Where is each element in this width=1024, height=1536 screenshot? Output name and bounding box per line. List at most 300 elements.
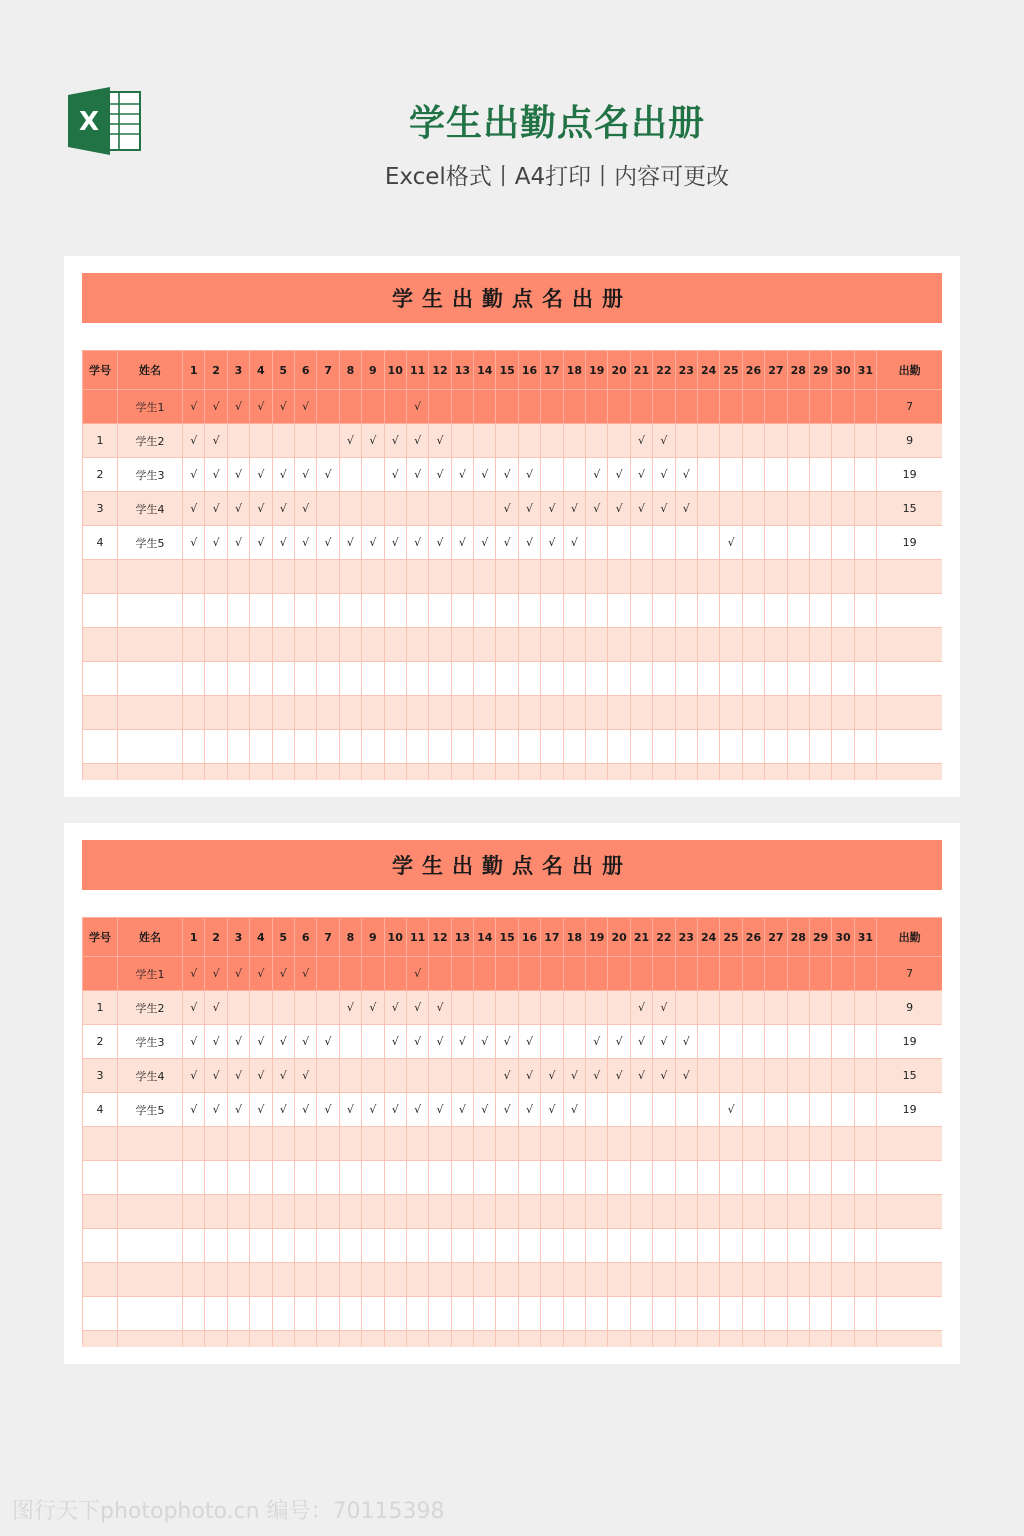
attendance-cell[interactable]: √ (496, 1025, 518, 1059)
empty-cell[interactable] (474, 1161, 496, 1195)
attendance-cell[interactable]: √ (429, 424, 451, 458)
header-day[interactable]: 22 (653, 351, 675, 390)
empty-cell[interactable] (832, 560, 854, 594)
attendance-cell[interactable]: √ (272, 390, 294, 424)
empty-cell[interactable] (118, 662, 183, 696)
empty-cell[interactable] (362, 1161, 384, 1195)
attendance-cell[interactable] (854, 390, 876, 424)
empty-cell[interactable] (697, 1229, 719, 1263)
empty-cell[interactable] (765, 764, 787, 781)
empty-cell[interactable] (250, 662, 272, 696)
empty-cell[interactable] (563, 628, 585, 662)
attendance-cell[interactable]: √ (294, 492, 316, 526)
empty-cell[interactable] (429, 1161, 451, 1195)
empty-cell[interactable] (541, 1297, 563, 1331)
empty-cell[interactable] (317, 1161, 339, 1195)
empty-cell[interactable] (272, 730, 294, 764)
empty-cell[interactable] (362, 628, 384, 662)
attendance-cell[interactable] (765, 991, 787, 1025)
empty-cell[interactable] (429, 764, 451, 781)
attendance-cell[interactable] (474, 957, 496, 991)
student-name-cell[interactable]: 学生3 (118, 458, 183, 492)
empty-cell[interactable] (183, 1263, 205, 1297)
attendance-cell[interactable]: √ (183, 1093, 205, 1127)
empty-cell[interactable] (518, 628, 540, 662)
empty-cell[interactable] (406, 730, 428, 764)
attendance-total-cell[interactable]: 7 (877, 957, 942, 991)
attendance-cell[interactable] (653, 390, 675, 424)
empty-cell[interactable] (362, 730, 384, 764)
empty-cell[interactable] (653, 1127, 675, 1161)
attendance-cell[interactable] (742, 991, 764, 1025)
attendance-cell[interactable] (697, 957, 719, 991)
empty-cell[interactable] (496, 560, 518, 594)
header-day[interactable]: 7 (317, 918, 339, 957)
empty-cell[interactable] (877, 1161, 942, 1195)
empty-cell[interactable] (250, 1161, 272, 1195)
empty-cell[interactable] (406, 662, 428, 696)
empty-cell[interactable] (339, 1263, 361, 1297)
attendance-cell[interactable] (272, 991, 294, 1025)
header-id[interactable]: 学号 (83, 351, 118, 390)
empty-cell[interactable] (406, 1297, 428, 1331)
attendance-cell[interactable] (518, 390, 540, 424)
empty-cell[interactable] (429, 696, 451, 730)
empty-cell[interactable] (406, 1331, 428, 1348)
header-day[interactable]: 25 (720, 918, 742, 957)
header-day[interactable]: 26 (742, 351, 764, 390)
attendance-cell[interactable]: √ (608, 1059, 630, 1093)
empty-cell[interactable] (854, 1229, 876, 1263)
empty-cell[interactable] (854, 662, 876, 696)
empty-cell[interactable] (362, 662, 384, 696)
attendance-cell[interactable] (765, 526, 787, 560)
attendance-cell[interactable]: √ (518, 1059, 540, 1093)
attendance-cell[interactable] (809, 957, 831, 991)
empty-cell[interactable] (809, 1263, 831, 1297)
attendance-cell[interactable]: √ (205, 526, 227, 560)
empty-cell[interactable] (317, 696, 339, 730)
empty-cell[interactable] (317, 730, 339, 764)
attendance-cell[interactable]: √ (272, 492, 294, 526)
empty-cell[interactable] (83, 1263, 118, 1297)
empty-cell[interactable] (205, 1263, 227, 1297)
empty-cell[interactable] (608, 730, 630, 764)
attendance-cell[interactable]: √ (653, 458, 675, 492)
empty-cell[interactable] (586, 1229, 608, 1263)
header-id[interactable]: 学号 (83, 918, 118, 957)
attendance-total-cell[interactable]: 7 (877, 390, 942, 424)
attendance-cell[interactable]: √ (653, 1059, 675, 1093)
attendance-cell[interactable]: √ (294, 390, 316, 424)
attendance-cell[interactable] (586, 424, 608, 458)
attendance-cell[interactable] (630, 957, 652, 991)
empty-cell[interactable] (272, 1161, 294, 1195)
attendance-cell[interactable]: √ (474, 526, 496, 560)
empty-cell[interactable] (183, 594, 205, 628)
attendance-cell[interactable] (339, 1059, 361, 1093)
attendance-cell[interactable]: √ (205, 1025, 227, 1059)
empty-cell[interactable] (339, 1161, 361, 1195)
empty-cell[interactable] (809, 1161, 831, 1195)
empty-cell[interactable] (854, 560, 876, 594)
empty-cell[interactable] (586, 730, 608, 764)
attendance-cell[interactable]: √ (608, 492, 630, 526)
header-day[interactable]: 3 (227, 918, 249, 957)
empty-cell[interactable] (406, 1263, 428, 1297)
attendance-cell[interactable] (317, 957, 339, 991)
empty-cell[interactable] (250, 1331, 272, 1348)
student-id-cell[interactable]: 1 (83, 991, 118, 1025)
empty-cell[interactable] (227, 1195, 249, 1229)
attendance-cell[interactable] (630, 526, 652, 560)
empty-cell[interactable] (294, 1331, 316, 1348)
empty-cell[interactable] (720, 730, 742, 764)
attendance-cell[interactable] (317, 991, 339, 1025)
attendance-cell[interactable] (541, 991, 563, 1025)
header-day[interactable]: 16 (518, 918, 540, 957)
attendance-cell[interactable] (563, 1025, 585, 1059)
header-day[interactable]: 19 (586, 351, 608, 390)
empty-cell[interactable] (630, 1127, 652, 1161)
empty-cell[interactable] (742, 1263, 764, 1297)
empty-cell[interactable] (787, 662, 809, 696)
attendance-cell[interactable] (563, 424, 585, 458)
empty-cell[interactable] (118, 1297, 183, 1331)
attendance-cell[interactable]: √ (250, 957, 272, 991)
attendance-cell[interactable] (586, 957, 608, 991)
empty-cell[interactable] (227, 594, 249, 628)
empty-cell[interactable] (250, 730, 272, 764)
attendance-cell[interactable] (697, 458, 719, 492)
header-day[interactable]: 30 (832, 351, 854, 390)
attendance-cell[interactable]: √ (496, 1093, 518, 1127)
empty-cell[interactable] (518, 662, 540, 696)
attendance-cell[interactable] (697, 1059, 719, 1093)
attendance-cell[interactable]: √ (183, 1059, 205, 1093)
attendance-cell[interactable] (675, 390, 697, 424)
empty-cell[interactable] (451, 594, 473, 628)
empty-cell[interactable] (227, 1297, 249, 1331)
empty-cell[interactable] (720, 594, 742, 628)
empty-cell[interactable] (877, 1297, 942, 1331)
header-day[interactable]: 1 (183, 918, 205, 957)
attendance-cell[interactable] (854, 1093, 876, 1127)
empty-cell[interactable] (474, 1331, 496, 1348)
attendance-cell[interactable] (787, 492, 809, 526)
attendance-cell[interactable]: √ (630, 1059, 652, 1093)
empty-cell[interactable] (183, 1161, 205, 1195)
attendance-cell[interactable]: √ (183, 526, 205, 560)
empty-cell[interactable] (227, 696, 249, 730)
empty-cell[interactable] (83, 1297, 118, 1331)
empty-cell[interactable] (272, 764, 294, 781)
empty-cell[interactable] (227, 1263, 249, 1297)
empty-cell[interactable] (675, 764, 697, 781)
attendance-cell[interactable]: √ (518, 1093, 540, 1127)
empty-cell[interactable] (205, 1161, 227, 1195)
empty-cell[interactable] (83, 594, 118, 628)
attendance-cell[interactable] (653, 957, 675, 991)
empty-cell[interactable] (118, 1263, 183, 1297)
empty-cell[interactable] (854, 1297, 876, 1331)
attendance-cell[interactable]: √ (406, 957, 428, 991)
attendance-cell[interactable]: √ (339, 991, 361, 1025)
empty-cell[interactable] (653, 1297, 675, 1331)
header-day[interactable]: 3 (227, 351, 249, 390)
empty-cell[interactable] (518, 1229, 540, 1263)
empty-cell[interactable] (630, 1263, 652, 1297)
empty-cell[interactable] (183, 560, 205, 594)
student-name-cell[interactable]: 学生5 (118, 1093, 183, 1127)
empty-cell[interactable] (630, 1331, 652, 1348)
empty-cell[interactable] (742, 696, 764, 730)
header-day[interactable]: 20 (608, 351, 630, 390)
empty-cell[interactable] (250, 628, 272, 662)
empty-cell[interactable] (518, 594, 540, 628)
attendance-cell[interactable] (474, 424, 496, 458)
empty-cell[interactable] (294, 594, 316, 628)
empty-cell[interactable] (809, 730, 831, 764)
attendance-cell[interactable] (362, 390, 384, 424)
attendance-cell[interactable]: √ (541, 526, 563, 560)
attendance-cell[interactable]: √ (406, 526, 428, 560)
attendance-cell[interactable] (854, 526, 876, 560)
student-name-cell[interactable]: 学生4 (118, 1059, 183, 1093)
empty-cell[interactable] (787, 1127, 809, 1161)
attendance-cell[interactable] (675, 957, 697, 991)
empty-cell[interactable] (451, 628, 473, 662)
attendance-cell[interactable]: √ (294, 1093, 316, 1127)
attendance-cell[interactable] (765, 424, 787, 458)
empty-cell[interactable] (496, 764, 518, 781)
attendance-cell[interactable] (787, 1093, 809, 1127)
empty-cell[interactable] (294, 1195, 316, 1229)
header-day[interactable]: 27 (765, 351, 787, 390)
attendance-cell[interactable]: √ (183, 424, 205, 458)
attendance-cell[interactable]: √ (227, 526, 249, 560)
attendance-cell[interactable]: √ (384, 1025, 406, 1059)
attendance-cell[interactable] (854, 1059, 876, 1093)
empty-cell[interactable] (787, 696, 809, 730)
empty-cell[interactable] (675, 1263, 697, 1297)
empty-cell[interactable] (541, 662, 563, 696)
empty-cell[interactable] (205, 662, 227, 696)
header-day[interactable]: 4 (250, 918, 272, 957)
attendance-cell[interactable] (630, 390, 652, 424)
attendance-cell[interactable]: √ (720, 526, 742, 560)
empty-cell[interactable] (406, 696, 428, 730)
header-day[interactable]: 20 (608, 918, 630, 957)
attendance-cell[interactable]: √ (250, 390, 272, 424)
empty-cell[interactable] (653, 1161, 675, 1195)
attendance-cell[interactable]: √ (183, 492, 205, 526)
empty-cell[interactable] (742, 730, 764, 764)
attendance-cell[interactable]: √ (586, 1059, 608, 1093)
attendance-cell[interactable] (697, 492, 719, 526)
attendance-cell[interactable]: √ (183, 1025, 205, 1059)
empty-cell[interactable] (742, 662, 764, 696)
empty-cell[interactable] (384, 1161, 406, 1195)
attendance-cell[interactable]: √ (675, 458, 697, 492)
empty-cell[interactable] (720, 628, 742, 662)
empty-cell[interactable] (406, 764, 428, 781)
empty-cell[interactable] (586, 696, 608, 730)
empty-cell[interactable] (429, 1263, 451, 1297)
empty-cell[interactable] (118, 696, 183, 730)
header-day[interactable]: 29 (809, 351, 831, 390)
empty-cell[interactable] (474, 1127, 496, 1161)
empty-cell[interactable] (697, 1127, 719, 1161)
empty-cell[interactable] (205, 560, 227, 594)
attendance-cell[interactable]: √ (384, 991, 406, 1025)
empty-cell[interactable] (630, 764, 652, 781)
attendance-cell[interactable]: √ (339, 526, 361, 560)
empty-cell[interactable] (608, 628, 630, 662)
student-id-cell[interactable]: 4 (83, 1093, 118, 1127)
student-id-cell[interactable] (83, 957, 118, 991)
empty-cell[interactable] (518, 696, 540, 730)
header-day[interactable]: 23 (675, 918, 697, 957)
empty-cell[interactable] (294, 1127, 316, 1161)
empty-cell[interactable] (362, 764, 384, 781)
attendance-cell[interactable] (675, 991, 697, 1025)
empty-cell[interactable] (653, 764, 675, 781)
empty-cell[interactable] (429, 730, 451, 764)
attendance-cell[interactable] (541, 1025, 563, 1059)
empty-cell[interactable] (787, 1195, 809, 1229)
attendance-cell[interactable]: √ (294, 1025, 316, 1059)
attendance-cell[interactable]: √ (586, 1025, 608, 1059)
empty-cell[interactable] (608, 1331, 630, 1348)
empty-cell[interactable] (653, 1195, 675, 1229)
attendance-cell[interactable] (518, 957, 540, 991)
attendance-cell[interactable] (250, 991, 272, 1025)
empty-cell[interactable] (205, 764, 227, 781)
attendance-cell[interactable] (294, 424, 316, 458)
student-name-cell[interactable]: 学生1 (118, 957, 183, 991)
empty-cell[interactable] (854, 764, 876, 781)
empty-cell[interactable] (608, 594, 630, 628)
empty-cell[interactable] (630, 628, 652, 662)
empty-cell[interactable] (809, 764, 831, 781)
empty-cell[interactable] (250, 1263, 272, 1297)
attendance-cell[interactable]: √ (496, 526, 518, 560)
attendance-cell[interactable] (832, 1059, 854, 1093)
empty-cell[interactable] (496, 1161, 518, 1195)
header-day[interactable]: 31 (854, 918, 876, 957)
header-day[interactable]: 18 (563, 918, 585, 957)
attendance-cell[interactable]: √ (205, 1059, 227, 1093)
attendance-cell[interactable] (496, 957, 518, 991)
header-day[interactable]: 5 (272, 918, 294, 957)
empty-cell[interactable] (697, 696, 719, 730)
empty-cell[interactable] (742, 1229, 764, 1263)
attendance-cell[interactable] (742, 1025, 764, 1059)
attendance-cell[interactable] (765, 957, 787, 991)
empty-cell[interactable] (541, 764, 563, 781)
empty-cell[interactable] (474, 594, 496, 628)
attendance-cell[interactable]: √ (250, 492, 272, 526)
attendance-cell[interactable]: √ (563, 1093, 585, 1127)
attendance-cell[interactable]: √ (429, 991, 451, 1025)
empty-cell[interactable] (518, 1127, 540, 1161)
empty-cell[interactable] (809, 696, 831, 730)
attendance-total-cell[interactable]: 19 (877, 1093, 942, 1127)
attendance-cell[interactable] (787, 991, 809, 1025)
attendance-cell[interactable] (518, 424, 540, 458)
empty-cell[interactable] (384, 560, 406, 594)
attendance-cell[interactable] (339, 458, 361, 492)
empty-cell[interactable] (541, 1127, 563, 1161)
attendance-cell[interactable]: √ (518, 1025, 540, 1059)
attendance-cell[interactable] (854, 991, 876, 1025)
empty-cell[interactable] (227, 662, 249, 696)
attendance-cell[interactable] (362, 957, 384, 991)
empty-cell[interactable] (294, 662, 316, 696)
attendance-cell[interactable] (317, 1059, 339, 1093)
attendance-cell[interactable] (697, 1093, 719, 1127)
empty-cell[interactable] (451, 696, 473, 730)
empty-cell[interactable] (742, 1195, 764, 1229)
empty-cell[interactable] (877, 764, 942, 781)
attendance-cell[interactable] (742, 526, 764, 560)
empty-cell[interactable] (630, 730, 652, 764)
attendance-cell[interactable]: √ (250, 1093, 272, 1127)
empty-cell[interactable] (809, 1127, 831, 1161)
student-name-cell[interactable]: 学生2 (118, 424, 183, 458)
empty-cell[interactable] (541, 1195, 563, 1229)
empty-cell[interactable] (83, 628, 118, 662)
attendance-cell[interactable] (384, 1059, 406, 1093)
header-day[interactable]: 7 (317, 351, 339, 390)
empty-cell[interactable] (118, 560, 183, 594)
empty-cell[interactable] (854, 594, 876, 628)
attendance-cell[interactable] (832, 424, 854, 458)
empty-cell[interactable] (384, 1331, 406, 1348)
empty-cell[interactable] (809, 1331, 831, 1348)
attendance-cell[interactable] (787, 458, 809, 492)
attendance-total-cell[interactable]: 9 (877, 424, 942, 458)
empty-cell[interactable] (653, 1331, 675, 1348)
empty-cell[interactable] (384, 764, 406, 781)
empty-cell[interactable] (742, 1161, 764, 1195)
attendance-cell[interactable] (720, 957, 742, 991)
attendance-total-cell[interactable]: 19 (877, 526, 942, 560)
attendance-total-cell[interactable]: 19 (877, 1025, 942, 1059)
empty-cell[interactable] (429, 662, 451, 696)
empty-cell[interactable] (586, 1161, 608, 1195)
attendance-cell[interactable]: √ (630, 458, 652, 492)
attendance-cell[interactable]: √ (586, 458, 608, 492)
empty-cell[interactable] (451, 1263, 473, 1297)
empty-cell[interactable] (832, 1229, 854, 1263)
empty-cell[interactable] (250, 594, 272, 628)
empty-cell[interactable] (474, 628, 496, 662)
attendance-cell[interactable] (697, 1025, 719, 1059)
empty-cell[interactable] (205, 594, 227, 628)
header-day[interactable]: 14 (474, 351, 496, 390)
empty-cell[interactable] (451, 1229, 473, 1263)
attendance-cell[interactable]: √ (451, 458, 473, 492)
empty-cell[interactable] (496, 1263, 518, 1297)
empty-cell[interactable] (118, 1229, 183, 1263)
empty-cell[interactable] (406, 628, 428, 662)
empty-cell[interactable] (205, 1127, 227, 1161)
empty-cell[interactable] (362, 1331, 384, 1348)
empty-cell[interactable] (406, 1229, 428, 1263)
attendance-cell[interactable]: √ (406, 390, 428, 424)
